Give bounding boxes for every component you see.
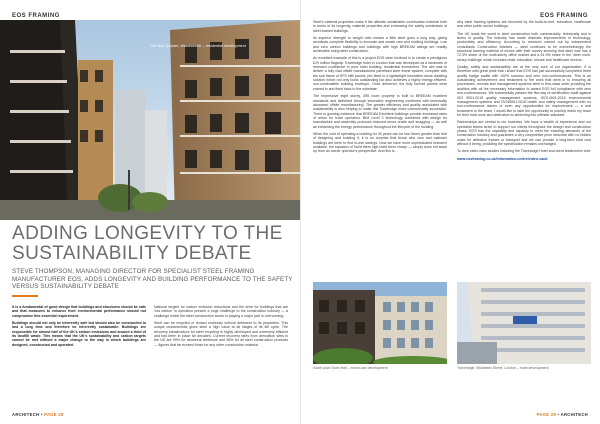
building-photo-illustration	[0, 20, 300, 220]
body-paragraph: National targets for carbon emission reductions and the drive for buildings that are 'low carbon' in operation present a huge challenge to the construction industry — a challenge which the steel construction sector is playing a major part in overcoming.	[154, 305, 288, 318]
section-tag: EOS FRAMING	[12, 13, 60, 19]
body-paragraph: why steel framing systems are favoured by the build-to-rent, education, healthcare and other public sector buildings.	[457, 20, 591, 29]
left-page-column-1	[12, 305, 146, 350]
intro-paragraph: It is a fundamental of good design that buildings and structures should be safe and that measures to enhance their environmental performance should not compromise this essential requirement.	[12, 305, 146, 318]
article-subhead: STEVE THOMPSON, MANAGING DIRECTOR FOR SPECIALIST STEEL FRAMING MANUFACTURER EOS, ADDS LONGEVITY AND BUILDING PERFORMANCE TO THE SAFETY VERSUS SUSTAINABILITY DEBATE	[12, 268, 293, 291]
section-tag: EOS FRAMING	[540, 13, 588, 19]
travelodge-caption: Travelodge, Middlesex Street, London – hotel development	[457, 366, 549, 370]
body-paragraph: The UK leads the world in steel construction both commercially, technically and in terms of quality. The industry has made dramatic improvements in technology, productivity and efficiency. According to research carried out by independent consultants Construction Markets — steel continues to be overwhelmingly the structural framing material of choice with their survey showing that steel now has a 72.3% share of the multi-storey office market and a 61.9% share in the 'other multi-storey buildings' which includes retail, education, leisure and healthcare sectors.	[457, 31, 591, 62]
travelodge-photo	[457, 282, 591, 364]
photo-caption: The Hutt Quarter, Wandsworth – residential development	[150, 44, 246, 48]
video-vault-link[interactable]: www.eosframing.co.uk/information-centre/video-vault	[457, 156, 548, 161]
body-paragraph: The impressive eight storey, 395 room property is built to BREEAM excellent standards and delivered through innovative engineering combined with technically advanced offsite manufacturing. The greater efficiency and quality associated with sustainability is also helping to make this Travelodge more commercially successful. There is growing evidence that BREEAM Excellent buildings provide increased rates of return for hotel operators. BIM Level 2 technology combined with design for manufacture and assembly protocols reduced errors onsite and snagging — as well as enhancing the energy performance throughout the lifecycle of the building.	[313, 94, 447, 129]
right-page-column-1	[313, 20, 447, 157]
town-hall-photo	[313, 282, 447, 364]
left-page-column-2	[154, 305, 288, 350]
article-headline: ADDING LONGEVITY TO THE SUSTAINABILITY DEBATE	[12, 223, 283, 264]
page-number: PAGE 28	[44, 412, 64, 417]
body-paragraph: An excellent example of this is a project EOS were involved in to create a prestigious £29 million flagship Travelodge hotel in London that was developed as a landmark of renewed confidence in pure hotel building, residential investment. The aim was to deliver a fully clad offsite manufactured panelised steel frame system, complete with the sub frame of SFS infill panels, pre-fixed to a lightweight innovative stone cladding solution which not only looks outstanding but also achieves a highly energy-efficient, non-combustible building envelope. Once delivered, the fully formed panels were craned in and fixed back to the substrate.	[313, 56, 447, 91]
body-paragraph: Quality, safety and sustainability are at the very core of our organisation. It is therefore with great pride that I share that EOS has just successfully completed three quality badge audits with 100% success and zero non-conformances. This is an outstanding achievement and testament to the work that went in to ensuring all procedures, records and management systems were in first-class order providing the auditors with all the necessary information to award EOS full compliance with zero non-conformances. We successfully passed the five-day re-certification audit against ISO 9001:2015 quality management systems, ISO14001:2015 environmental management systems and ISO45001:2018 health and safety management with no non-conformance issues or even any opportunities for improvement — a real testament to the team. I would like to take the opportunity to publicly thank my team for their hard work and dedication to achieving this ultimate standard.	[457, 65, 591, 117]
town-hall-illustration	[313, 282, 447, 364]
page-footer-left: ARCHITECH • PAGE 28	[12, 412, 64, 417]
body-paragraph: Steel's material properties make it the ultimate sustainable construction material both in terms of its longevity, material properties and enhancing the safety credentials of steel-framed buildings.	[313, 20, 447, 33]
body-paragraph: Buildings should not only be inherently safe but should also be constructed to last a long time and therefore be inherently sustainable. Buildings are responsible for almost half of the UK's carbon emissions and around a third of its landfill waste. This means that the UK's sustainability and carbon targets cannot be met without a major change to the way in which buildings are designed, constructed and operated.	[12, 321, 146, 347]
body-paragraph: When the cost of operating a building for 30 years can be four times greater than that of designing and building it, it is no surprise that those who own and maintain buildings are keen to find in-use savings. Now we have more sophisticated research available, the equation of 'build them high build them cheap' — simply does not stack up from an owner operator's perspective. And this is	[313, 131, 447, 154]
magazine-brand: ARCHITECH	[12, 412, 40, 417]
travelodge-illustration	[457, 282, 591, 364]
magazine-brand: ARCHITECH	[560, 412, 588, 417]
page-number: PAGE 29	[536, 412, 557, 417]
body-paragraph: To view video case studies including the Travelodge Hotel and client testimonies visit:	[457, 149, 591, 154]
body-paragraph: Steel can be recycled or reused endlessly without detriment to its properties. This unique characteristic gives steel a high value at all stages of its life cycle. The recovery infrastructure for steel recycling is highly developed and extremely efficient and has been in place for decades. Current recovery rates from demolition sites in the UK are 99% for structural steelwork and 96% for all steel construction products — figures that far exceed those for any other construction material.	[154, 321, 288, 347]
right-page-column-2	[457, 20, 591, 164]
right-page	[300, 0, 600, 424]
hero-photo	[0, 20, 300, 220]
body-paragraph: Partnerships are central to our business. We have a wealth of experience and our specialist teams strive to support our clients throughout the design and construction phase. EOS has the capability and capacity to meet the exacting demands of the construction industry and guarantee a very competitive price structure with no hidden costs for defective frames or transport and we can provide a long-term total cost without it being, providing the specification remains unchanged.	[457, 120, 591, 146]
town-hall-caption: South plain Town Hall – mixed-use development	[313, 366, 388, 370]
accent-rule	[12, 295, 38, 297]
page-footer-right: PAGE 29 • ARCHITECH	[536, 412, 588, 417]
body-paragraph: Its superior strength to weight ratio means a little steel goes a long way, giving architects complete flexibility to innovate and create new and exciting buildings. Low and zero carbon buildings and buildings with high BREEAM ratings are readily achievable using steel construction.	[313, 36, 447, 54]
